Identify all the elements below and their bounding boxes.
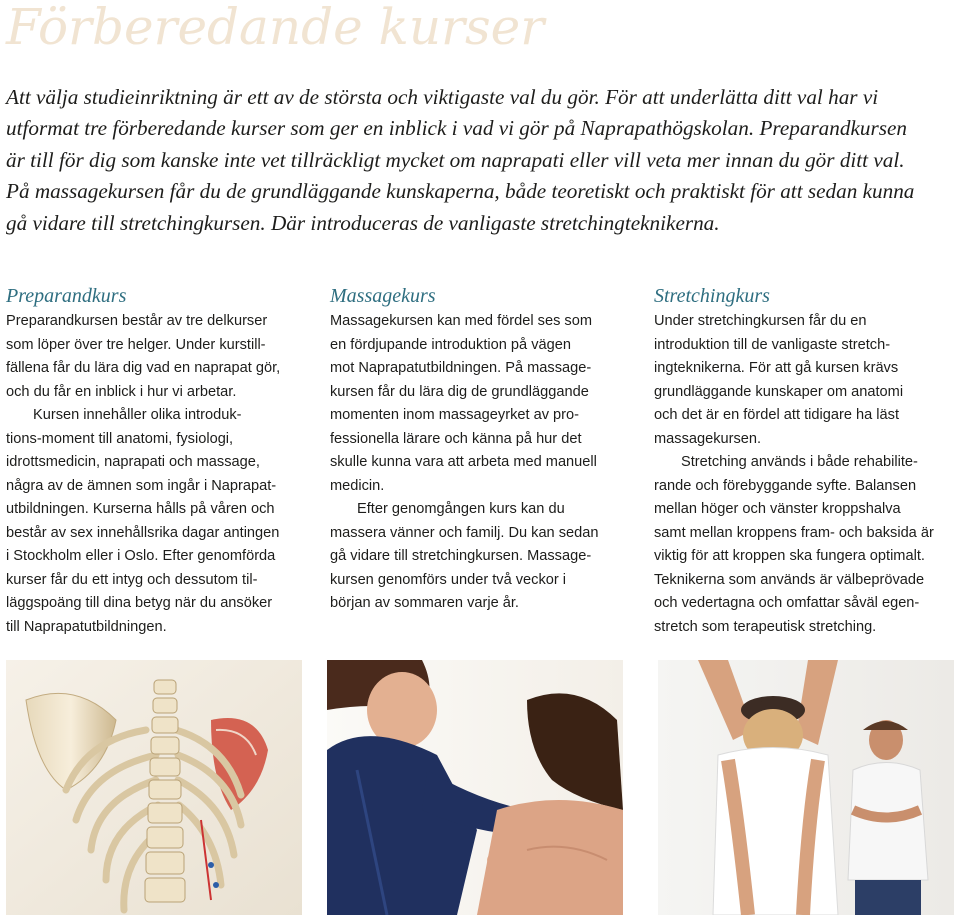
course-text-massagekurs xyxy=(330,310,640,616)
text-line: Teknikerna som används är välbeprövade xyxy=(654,571,925,588)
intro-line: gå vidare till stretchingkursen. Där introduceras de vanligaste stretchingteknikerna. xyxy=(6,210,720,235)
text-line: mot Naprapatutbildningen. På massage- xyxy=(330,360,592,376)
intro-line: Att välja studieinriktning är ett av de största och viktigaste val du gör. För att underlätta ditt val har vi xyxy=(6,85,879,109)
text-line: Under stretchingkursen får du en xyxy=(654,313,867,329)
text-line: Massagekursen kan med fördel ses som xyxy=(330,313,592,329)
text-line: medicin. xyxy=(330,477,385,494)
text-line: Preparandkursen består av tre delkurser xyxy=(6,313,268,329)
text-line: består av sex innehållsrika dagar antingen xyxy=(6,524,280,541)
text-line: och det är en fördel att tidigare ha läst xyxy=(654,407,900,423)
text-line: fällena får du lära dig vad en naprapat gör, xyxy=(6,360,281,376)
massage-photo xyxy=(327,660,623,915)
text-line: i Stockholm eller i Oslo. Efter genomförda xyxy=(6,548,276,564)
course-heading-preparandkurs: Preparandkurs xyxy=(6,285,127,307)
text-line: början av sommaren varje år. xyxy=(330,595,519,611)
text-line: läggspoäng till dina betyg när du ansöker xyxy=(6,595,273,611)
text-line: gå vidare till stretchingkursen. Massage- xyxy=(330,548,592,564)
text-line: kursen får du lära dig de grundläggande xyxy=(330,383,589,400)
text-line: fessionella lärare och känna på hur det xyxy=(330,430,582,447)
text-line: grundläggande kunskaper om anatomi xyxy=(654,383,904,400)
course-column-massagekurs xyxy=(330,283,640,616)
text-line: Kursen innehåller olika introduk- xyxy=(33,407,242,423)
text-line: mellan höger och vänster kroppshalva xyxy=(654,501,901,517)
text-line: skulle kunna vara att arbeta med manuell xyxy=(330,454,597,470)
intro-line: utformat tre förberedande kurser som ger en inblick i vad vi gör på Naprapathögskolan. Preparandkursen xyxy=(6,116,907,141)
page-title: Förberedande kurser xyxy=(6,0,545,56)
text-line: momenten inom massageyrket av pro- xyxy=(330,407,580,423)
stretching-photo xyxy=(658,660,954,915)
text-line: Stretching används i både rehabilite- xyxy=(681,454,918,470)
intro-line: På massagekursen får du de grundläggande kunskaperna, både teoretiskt och praktiskt för att sedan kunna xyxy=(6,179,915,204)
course-heading-massagekurs: Massagekurs xyxy=(330,285,436,307)
text-line: och vedertagna och omfattar såväl egen- xyxy=(654,595,920,611)
text-line: idrottsmedicin, naprapati och massage, xyxy=(6,454,260,470)
text-line: Efter genomgången kurs kan du xyxy=(357,501,565,517)
text-line: en fördjupande introduktion på vägen xyxy=(330,336,571,353)
skeleton-photo xyxy=(6,660,302,915)
text-line: rande och förebyggande syfte. Balansen xyxy=(654,477,917,494)
text-line: kurser får du ett intyg och dessutom til- xyxy=(6,571,258,588)
text-line: massagekursen. xyxy=(654,430,762,447)
text-line: kursen genomförs under två veckor i xyxy=(330,571,567,588)
text-line: introduktion till de vanligaste stretch- xyxy=(654,336,891,353)
text-line: stretch som terapeutisk stretching. xyxy=(654,618,877,635)
text-line: samt mellan kroppens fram- och baksida är xyxy=(654,524,934,541)
text-line: utbildningen. Kurserna hålls på våren och xyxy=(6,501,275,517)
text-line: viktig för att kroppen ska fungera optimalt. xyxy=(654,548,925,564)
course-heading-stretchingkurs: Stretchingkurs xyxy=(654,285,770,307)
course-text-stretchingkurs xyxy=(654,310,960,639)
intro-paragraph xyxy=(6,82,956,239)
text-line: ingteknikerna. För att gå kursen krävs xyxy=(654,360,899,376)
text-line: några av de ämnen som ingår i Naprapat- xyxy=(6,477,277,494)
intro-line: är till för dig som kanske inte vet tillräckligt mycket om naprapati eller vill veta mer innan du gör ditt val. xyxy=(6,147,905,172)
text-line: till Naprapatutbildningen. xyxy=(6,618,167,635)
text-line: massera vänner och familj. Du kan sedan xyxy=(330,524,599,541)
text-line: som löper över tre helger. Under kurstill- xyxy=(6,336,266,353)
text-line: och du får en inblick i hur vi arbetar. xyxy=(6,383,237,400)
text-line: tions-moment till anatomi, fysiologi, xyxy=(6,430,234,447)
course-column-preparandkurs xyxy=(6,283,316,639)
course-column-stretchingkurs xyxy=(654,283,960,639)
course-text-preparandkurs xyxy=(6,310,316,639)
